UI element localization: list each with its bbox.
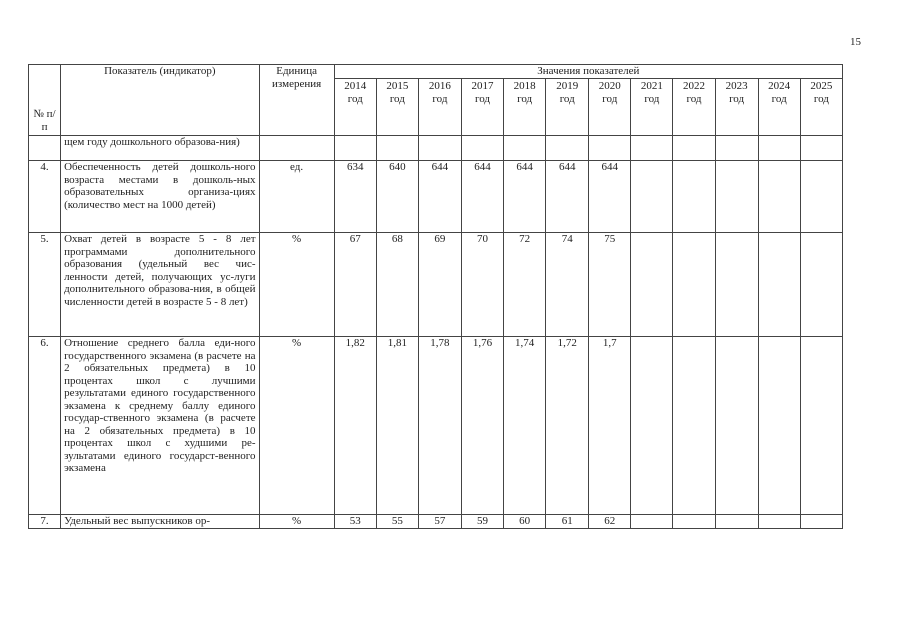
value-cell [800,136,842,161]
value-cell [800,233,842,337]
value-cell [715,136,758,161]
row-number: 6. [29,337,61,515]
header-values-group: Значения показателей [334,65,842,79]
row-number: 4. [29,161,61,233]
value-cell [715,161,758,233]
unit-cell: % [259,337,334,515]
header-year: 2016 год [418,79,461,136]
value-cell [758,136,800,161]
value-cell [800,337,842,515]
value-cell: 644 [504,161,546,233]
header-year: 2020 год [589,79,631,136]
value-cell: 1,7 [589,337,631,515]
row-number: 5. [29,233,61,337]
value-cell [800,515,842,529]
value-cell: 1,74 [504,337,546,515]
value-cell [673,337,715,515]
value-cell: 57 [418,515,461,529]
value-cell [546,136,589,161]
indicators-table [28,64,843,529]
value-cell: 644 [418,161,461,233]
row-number [29,136,61,161]
value-cell: 53 [334,515,376,529]
value-cell: 59 [461,515,503,529]
value-cell [631,161,673,233]
value-cell: 70 [461,233,503,337]
value-cell: 61 [546,515,589,529]
value-cell [376,136,418,161]
value-cell: 60 [504,515,546,529]
value-cell [631,337,673,515]
value-cell [631,233,673,337]
row-number: 7. [29,515,61,529]
value-cell [758,233,800,337]
table-row [29,337,843,515]
value-cell [758,161,800,233]
header-indicator: Показатель (индикатор) [61,65,259,136]
unit-cell: ед. [259,161,334,233]
unit-cell: % [259,233,334,337]
header-year: 2017 год [461,79,503,136]
header-year: 2022 год [673,79,715,136]
header-year: 2025 год [800,79,842,136]
value-cell [715,233,758,337]
value-cell [461,136,503,161]
value-cell: 68 [376,233,418,337]
value-cell [715,337,758,515]
header-year: 2014 год [334,79,376,136]
value-cell: 644 [461,161,503,233]
value-cell: 634 [334,161,376,233]
value-cell [758,337,800,515]
header-year: 2021 год [631,79,673,136]
value-cell: 640 [376,161,418,233]
value-cell [334,136,376,161]
value-cell: 62 [589,515,631,529]
table-row [29,136,843,161]
value-cell: 1,81 [376,337,418,515]
table-row [29,515,843,529]
value-cell: 72 [504,233,546,337]
header-year: 2024 год [758,79,800,136]
value-cell: 1,72 [546,337,589,515]
value-cell [673,136,715,161]
value-cell [631,515,673,529]
value-cell [673,233,715,337]
indicator-name: Охват детей в возрасте 5 - 8 лет программами дополнительного образования (удельный вес чис-ленности детей, получающих ус-луги дополнительного образова-ния, в общей численности детей в возрасте 5 - 8 лет) [61,233,259,337]
value-cell: 55 [376,515,418,529]
header-year: 2015 год [376,79,418,136]
header-year: 2023 год [715,79,758,136]
value-cell [800,161,842,233]
value-cell [673,515,715,529]
value-cell: 69 [418,233,461,337]
unit-cell [259,136,334,161]
value-cell: 1,78 [418,337,461,515]
header-year: 2019 год [546,79,589,136]
value-cell [504,136,546,161]
table-row [29,233,843,337]
page-number: 15 [850,36,861,48]
indicator-name: щем году дошкольного образова-ния) [61,136,259,161]
value-cell [673,161,715,233]
value-cell: 644 [589,161,631,233]
value-cell: 1,76 [461,337,503,515]
value-cell [589,136,631,161]
header-year: 2018 год [504,79,546,136]
header-unit: Единица измерения [259,65,334,136]
value-cell [758,515,800,529]
value-cell: 1,82 [334,337,376,515]
value-cell [715,515,758,529]
value-cell [418,136,461,161]
value-cell: 74 [546,233,589,337]
value-cell: 644 [546,161,589,233]
header-no: № п/п [29,65,61,136]
indicator-name: Отношение среднего балла еди-ного государственного экзамена (в расчете на 2 обязательных предмета) в 10 процентах школ с лучшими результатами единого государственного экзамена к среднему баллу единого государ-ственного экзамена (в расчете на 2 обязательных предмета) в 10 процентах школ с худшими ре-зультатами единого государст-венного экзамена [61,337,259,515]
table-row [29,161,843,233]
value-cell: 75 [589,233,631,337]
indicator-name: Удельный вес выпускников ор- [61,515,259,529]
unit-cell: % [259,515,334,529]
value-cell [631,136,673,161]
value-cell: 67 [334,233,376,337]
indicator-name: Обеспеченность детей дошколь-ного возраста местами в дошколь-ных образовательных организа-циях (количество мест на 1000 детей) [61,161,259,233]
